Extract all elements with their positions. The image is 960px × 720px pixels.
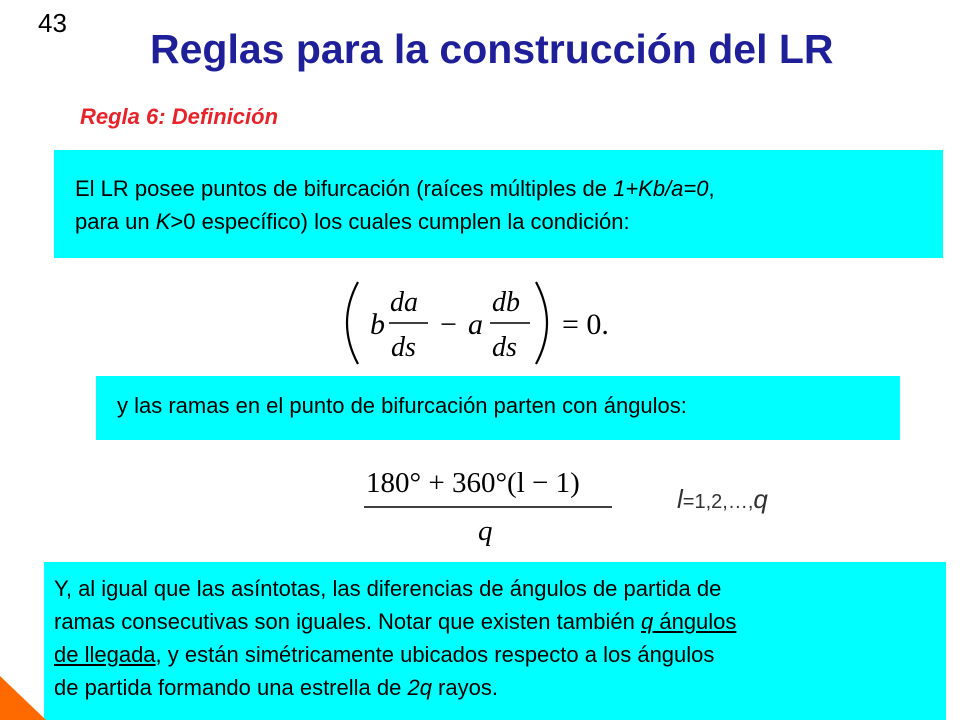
conclusion-line: ramas consecutivas son iguales. Notar que existen también xyxy=(54,609,641,634)
conclusion-line: rayos. xyxy=(431,675,498,700)
definition-text-part: El LR posee puntos de bifurcación (raíces múltiples de xyxy=(75,176,614,201)
l-range xyxy=(677,484,768,515)
eq-da: da xyxy=(390,287,418,318)
slide-title: Reglas para la construcción del LR xyxy=(150,26,834,72)
gain-symbol: K xyxy=(155,209,171,234)
arrival-angles-emphasis: q ángulos xyxy=(640,609,737,634)
eq-b: b xyxy=(370,308,385,341)
star-count: 2q xyxy=(407,675,432,700)
orange-triangle xyxy=(0,676,46,720)
arrival-angles-emphasis: de llegada xyxy=(54,642,156,667)
conclusion-line: Y, al igual que las asíntotas, las diferencias de ángulos de partida de xyxy=(54,576,722,601)
characteristic-equation: 1+Kb/a=0 xyxy=(613,176,709,201)
angles-intro-box xyxy=(96,376,900,440)
l-symbol: l xyxy=(677,484,683,514)
slide-number: 43 xyxy=(38,8,67,38)
rule-subtitle: Regla 6: Definición xyxy=(80,104,279,129)
corner-decoration xyxy=(0,676,48,720)
eq-a: a xyxy=(468,308,483,341)
right-paren xyxy=(536,282,547,364)
eq-db: db xyxy=(492,287,520,318)
eq-denominator: q xyxy=(478,515,493,547)
angles-intro-text: y las ramas en el punto de bifurcación parten con ángulos: xyxy=(117,393,687,418)
l-values: =1,2,…, xyxy=(682,491,754,513)
breakaway-condition-equation xyxy=(340,278,640,368)
definition-text xyxy=(75,172,715,238)
definition-text-part: para un xyxy=(75,209,156,234)
left-paren xyxy=(347,282,358,364)
conclusion-line: de partida formando una estrella de xyxy=(54,675,408,700)
eq-equals-zero: = 0. xyxy=(562,308,609,341)
conclusion-line: , y están simétricamente ubicados respecto a los ángulos xyxy=(155,642,715,667)
eq-minus: − xyxy=(440,308,457,341)
definition-text-part: >0 específico) los cuales cumplen la condición: xyxy=(170,209,630,234)
conclusion-box xyxy=(44,562,946,720)
definition-text-part: , xyxy=(708,176,715,201)
eq-numerator: 180° + 360°(l − 1) xyxy=(366,467,580,499)
conclusion-text xyxy=(54,572,736,704)
eq-ds: ds xyxy=(391,332,416,363)
q-symbol: q xyxy=(753,484,768,514)
definition-box xyxy=(54,150,943,258)
eq-ds: ds xyxy=(492,332,517,363)
departure-angle-equation xyxy=(360,460,620,550)
